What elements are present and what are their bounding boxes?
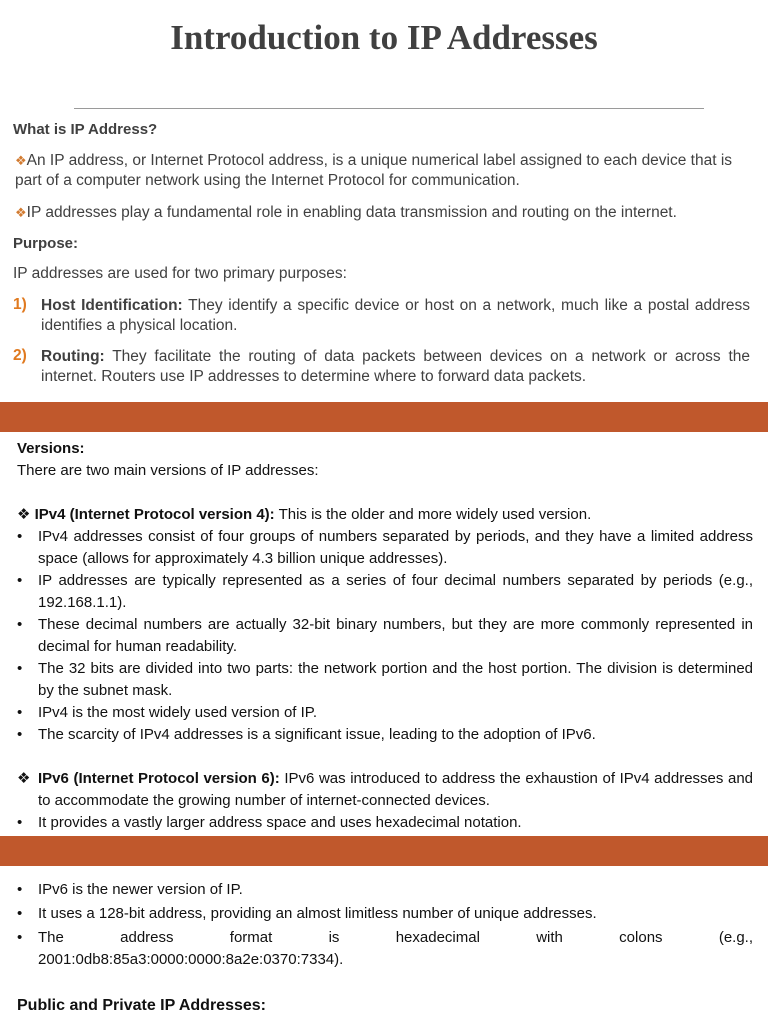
what-paragraph-1 xyxy=(15,151,760,191)
item-number: 2) xyxy=(13,347,27,364)
what-paragraph-2 xyxy=(15,203,760,223)
ipv4-bullet: • IPv4 addresses consist of four groups of numbers separated by periods, and they have a limited address space (allows for approximately 4.3 billion unique addresses). xyxy=(17,528,753,567)
diamond-bullet-icon: ❖ xyxy=(17,770,31,787)
versions-heading: Versions: xyxy=(17,440,85,457)
ipv4-bullet: • The scarcity of IPv4 addresses is a significant issue, leading to the adoption of IPv6. xyxy=(17,726,596,743)
ipv6-bullet: • The address format is hexadecimal with colons (e.g., 2001:0db8:85a3:0000:0000:8a2e:0370:7334). xyxy=(17,929,753,968)
item-number: 1) xyxy=(13,296,27,313)
ipv6-bullet: • It provides a vastly larger address space and uses hexadecimal notation. xyxy=(17,814,522,831)
ipv6-bullet: • IPv6 is the newer version of IP. xyxy=(17,881,243,898)
slide-ipv6-continued xyxy=(0,866,768,1024)
ipv4-bullet: • IPv4 is the most widely used version of IP. xyxy=(17,704,318,721)
diamond-bullet-icon: ❖ xyxy=(17,506,31,523)
diamond-bullet-icon: ❖ xyxy=(15,153,27,168)
slide-versions xyxy=(0,432,768,836)
ipv4-bullet: • These decimal numbers are actually 32-bit binary numbers, but they are more commonly represented in decimal for human readability. xyxy=(17,616,753,655)
slide-separator-band xyxy=(0,836,768,866)
slide-separator-band xyxy=(0,402,768,432)
versions-intro: There are two main versions of IP addresses: xyxy=(17,462,319,479)
item-bold-label: Routing: xyxy=(41,348,105,365)
item-text: They identify a specific device or host on a network, much like a postal address identifies a physical location. xyxy=(41,297,750,334)
ipv4-heading: ❖ IPv4 (Internet Protocol version 4): This is the older and more widely used version. xyxy=(17,506,592,523)
purpose-intro: IP addresses are used for two primary purposes: xyxy=(13,265,347,282)
purpose-heading: Purpose: xyxy=(13,235,79,252)
ipv4-bullet: • The 32 bits are divided into two parts: the network portion and the host portion. The division is determined by the subnet mask. xyxy=(17,660,753,699)
what-p1-text: An IP address, or Internet Protocol address, is a unique numerical label assigned to each device that is part of a computer network using the Internet Protocol for communication. xyxy=(15,152,733,189)
ipv6-bullet: • It uses a 128-bit address, providing an almost limitless number of unique addresses. xyxy=(17,905,597,922)
diamond-bullet-icon: ❖ xyxy=(15,205,27,220)
page-title: Introduction to IP Addresses xyxy=(170,18,598,57)
item-text: They facilitate the routing of data packets between devices on a network or across the internet. Routers use IP addresses to determine where to forward data packets. xyxy=(41,348,750,385)
public-private-heading: Public and Private IP Addresses: xyxy=(17,997,266,1014)
title-divider xyxy=(74,108,704,109)
what-heading: What is IP Address? xyxy=(13,121,158,138)
ipv4-bullet: • IP addresses are typically represented as a series of four decimal numbers separated by periods (e.g., 192.168.1.1). xyxy=(17,572,753,611)
item-bold-label: Host Identification: xyxy=(41,297,183,314)
ipv6-heading: ❖ IPv6 (Internet Protocol version 6): IPv6 was introduced to address the exhaustion of IPv4 addresses and to accommodate the growing number of internet-connected devices. xyxy=(17,770,753,809)
what-p2-text: IP addresses play a fundamental role in enabling data transmission and routing on the internet. xyxy=(26,204,677,221)
slide-intro xyxy=(0,0,768,402)
